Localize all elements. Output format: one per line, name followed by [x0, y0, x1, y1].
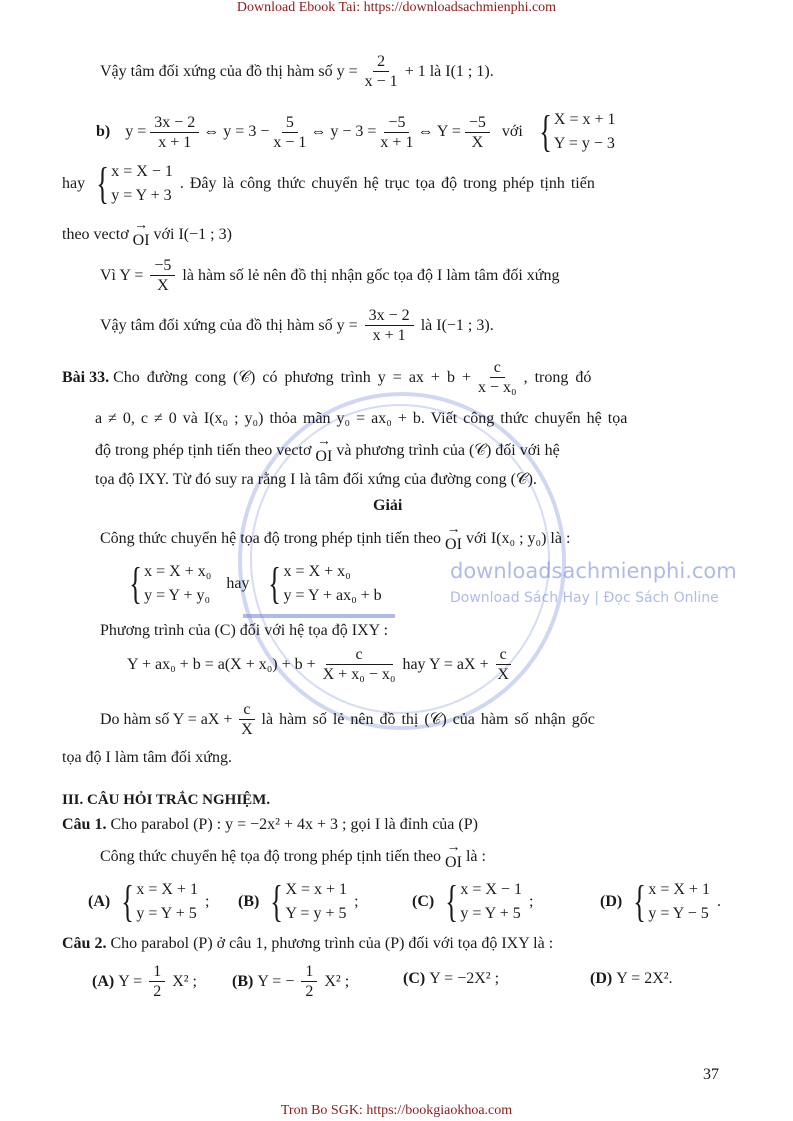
denominator: x + 1 [158, 133, 192, 151]
option-c[interactable] [403, 970, 499, 988]
numerator: 1 [149, 962, 165, 982]
row: y = Y + y₀ [144, 587, 211, 604]
numerator: 5 [282, 113, 298, 133]
solution-last: tọa độ I làm tâm đối xứng. [62, 749, 232, 766]
fraction [301, 962, 317, 1001]
row: y = Y + ax₀ + b [283, 587, 382, 604]
numerator: c [326, 645, 393, 665]
line-part-b [96, 108, 619, 156]
text: độ trong phép tịnh tiến theo vectơ [95, 442, 312, 459]
text: X² ; [172, 972, 197, 990]
text: với [501, 123, 523, 140]
row: Y = y + 5 [285, 905, 347, 922]
brace: { [96, 159, 110, 208]
header-download-link[interactable]: Download Ebook Tai: https://downloadsachmienphi.com [236, 0, 557, 15]
text: Vậy tâm đối xứng của đồ thị hàm số y = [100, 316, 358, 334]
option-a[interactable] [92, 962, 197, 1001]
option-label: (B) [232, 972, 254, 990]
brace: { [445, 877, 459, 926]
equation-system [535, 108, 616, 156]
text: hay [226, 575, 250, 592]
arrow-icon: → [316, 434, 331, 449]
text: là : [465, 848, 486, 865]
text: với I(x₀ ; y₀) là : [465, 530, 571, 547]
option-b[interactable] [232, 962, 349, 1001]
text: . Đây là công thức chuyển hệ trục tọa độ trong phép tịnh tiến [179, 175, 595, 192]
text: Vì Y = [100, 266, 144, 284]
numerator: c [496, 645, 511, 665]
denominator: X [471, 133, 484, 151]
text: ⇔ Y = [417, 123, 461, 140]
row: x = X + 1 [648, 881, 710, 898]
text: hay [62, 175, 86, 192]
solution-heading: Giải [373, 497, 403, 514]
page-number: 37 [703, 1066, 719, 1083]
numerator: −5 [384, 113, 409, 133]
brace: { [268, 559, 282, 608]
text: với I(−1 ; 3) [153, 226, 232, 243]
text: Công thức chuyển hệ tọa độ trong phép tịnh tiến theo [100, 848, 442, 865]
equation-system [92, 160, 173, 208]
fraction [496, 645, 511, 684]
option-d[interactable] [590, 970, 673, 988]
separator: ; [204, 893, 210, 910]
option-label: (A) [88, 893, 111, 910]
row: y = Y + 3 [111, 187, 172, 204]
equation-system [125, 560, 211, 608]
text: Y = [118, 972, 143, 990]
numerator: 3x − 2 [365, 306, 414, 326]
row: X = x + 1 [285, 881, 348, 898]
option-b[interactable] [238, 878, 359, 926]
row: Y = y − 3 [553, 135, 615, 152]
text: Vậy tâm đối xứng của đồ thị hàm số y = [100, 62, 358, 80]
row: x = X − 1 [460, 881, 522, 898]
text: Y = 2X². [616, 970, 673, 987]
vector-label: OI [132, 232, 150, 249]
text: ⇔ y − 3 = [310, 123, 377, 140]
option-label: (C) [412, 893, 435, 910]
section-title: III. CÂU HỎI TRẮC NGHIỆM. [62, 792, 271, 808]
vector [445, 842, 462, 872]
text: ⇔ y = 3 − [203, 123, 270, 140]
footer-link[interactable]: Tron Bo SGK: https://bookgiaokhoa.com [280, 1103, 513, 1118]
option-a[interactable] [88, 878, 209, 926]
denominator: x − 1 [273, 133, 307, 151]
vector-label: OI [445, 536, 462, 553]
denominator: x − x₀ [477, 379, 517, 396]
numerator: −5 [150, 256, 175, 276]
text: Y = − [257, 972, 295, 990]
exercise-33-line3 [95, 436, 560, 466]
fraction [149, 962, 165, 1001]
equation-system [629, 878, 710, 926]
fraction [365, 306, 414, 345]
text: X² ; [324, 972, 350, 990]
exercise-33 [62, 358, 591, 397]
question-1 [62, 816, 478, 834]
option-label: (A) [92, 972, 115, 990]
fraction [239, 700, 254, 739]
row: y = Y + 5 [136, 905, 197, 922]
separator: ; [354, 893, 359, 910]
solution-line1 [100, 524, 570, 554]
fraction [273, 113, 306, 152]
option-d[interactable] [600, 878, 721, 926]
option-c[interactable] [412, 878, 533, 926]
text: Y = −2X² ; [429, 970, 500, 987]
row: x = X + x₀ [283, 563, 351, 580]
row: X = x + 1 [553, 111, 616, 128]
denominator: 2 [153, 983, 162, 1000]
exercise-33-line4: tọa độ IXY. Từ đó suy ra rằng I là tâm đối xứng của đường cong (𝒞). [95, 471, 537, 488]
row: x = X + x₀ [144, 563, 212, 580]
option-label: (C) [403, 970, 426, 987]
question-label: Câu 1. [62, 816, 107, 833]
solution-equation [127, 645, 514, 684]
equation-system [266, 878, 347, 926]
line-conclusion-b [100, 306, 494, 345]
separator: . [716, 893, 721, 910]
brace: { [270, 877, 284, 926]
question-1-line2 [100, 842, 486, 872]
equation-system [441, 878, 522, 926]
brace: { [129, 559, 142, 608]
text: hay Y = aX + [402, 655, 489, 673]
equation-system [117, 878, 198, 926]
text: y = [125, 123, 147, 140]
arrow-icon: → [134, 218, 149, 233]
row: x = X − 1 [111, 163, 173, 180]
vector [315, 436, 332, 466]
vector-label: OI [445, 854, 462, 871]
numerator: 1 [301, 962, 317, 982]
question-2 [62, 935, 553, 953]
denominator: x + 1 [380, 133, 414, 151]
solution-do [100, 700, 595, 739]
equation-system [264, 560, 381, 608]
row: y = Y − 5 [648, 905, 709, 922]
arrow-icon: → [446, 522, 461, 537]
fraction [323, 645, 396, 684]
numerator: 3x − 2 [150, 113, 199, 133]
question-label: Câu 2. [62, 935, 107, 952]
text: , trong đó [523, 368, 592, 386]
fraction [150, 256, 175, 295]
separator: ; [528, 893, 534, 910]
fraction [365, 52, 398, 91]
option-label: (B) [238, 893, 260, 910]
line-conclusion-a [100, 52, 494, 91]
fraction [465, 113, 490, 152]
text: Cho parabol (P) : y = −2x² + 4x + 3 ; gọi I là đỉnh của (P) [110, 816, 478, 833]
solution-pt: Phương trình của (C) đối với hệ tọa độ IXY : [100, 622, 389, 639]
text: + 1 là I(1 ; 1). [404, 62, 494, 80]
line-theo-vecto [62, 220, 232, 250]
part-label: b) [96, 123, 111, 140]
text: là hàm số lẻ nên đồ thị (𝒞) của hàm số nhận gốc [261, 710, 595, 728]
watermark-text: downloadsachmienphi.com [450, 559, 737, 583]
brace: { [539, 107, 552, 156]
denominator: 2 [305, 983, 314, 1000]
vector-label: OI [315, 448, 333, 465]
denominator: x − 1 [364, 73, 398, 90]
exercise-33-line2: a ≠ 0, c ≠ 0 và I(x₀ ; y₀) thỏa mãn y₀ = ax₀ + b. Viết công thức chuyển hệ tọa [95, 410, 628, 427]
brace: { [121, 877, 135, 926]
denominator: X [241, 721, 253, 738]
fraction [478, 358, 517, 397]
row: y = Y + 5 [460, 905, 521, 922]
numerator: −5 [465, 113, 490, 133]
text: theo vectơ [62, 226, 129, 243]
text: Do hàm số Y = aX + [100, 710, 233, 728]
vector [133, 220, 150, 250]
text: Cho parabol (P) ở câu 1, phương trình của (P) đối với tọa độ IXY là : [110, 935, 554, 952]
numerator: 2 [373, 52, 389, 72]
brace: { [633, 877, 647, 926]
denominator: x + 1 [372, 327, 406, 344]
exercise-label: Bài 33. [62, 368, 110, 386]
denominator: X + x₀ − x₀ [322, 666, 396, 683]
line-hay [62, 160, 595, 208]
denominator: X [157, 277, 169, 294]
text: Y + ax₀ + b = a(X + x₀) + b + [127, 655, 316, 673]
row: x = X + 1 [136, 881, 198, 898]
vector [445, 524, 462, 554]
arrow-icon: → [446, 840, 461, 855]
text: Cho đường cong (𝒞) có phương trình y = ax + b + [113, 368, 471, 386]
option-label: (D) [590, 970, 613, 987]
solution-systems [122, 560, 385, 608]
watermark-bar [243, 614, 395, 618]
text: và phương trình của (𝒞) đối với hệ [336, 442, 560, 459]
numerator: c [239, 700, 254, 720]
text: là hàm số lẻ nên đồ thị nhận gốc tọa độ I làm tâm đối xứng [182, 266, 560, 284]
text: Công thức chuyển hệ tọa độ trong phép tịnh tiến theo [100, 530, 442, 547]
denominator: X [497, 666, 509, 683]
text: là I(−1 ; 3). [420, 316, 494, 334]
numerator: c [490, 358, 505, 378]
watermark-subtext: Download Sách Hay | Đọc Sách Online [450, 590, 719, 606]
line-vi [100, 256, 559, 295]
fraction [150, 113, 199, 152]
option-label: (D) [600, 893, 623, 910]
fraction [380, 113, 413, 152]
